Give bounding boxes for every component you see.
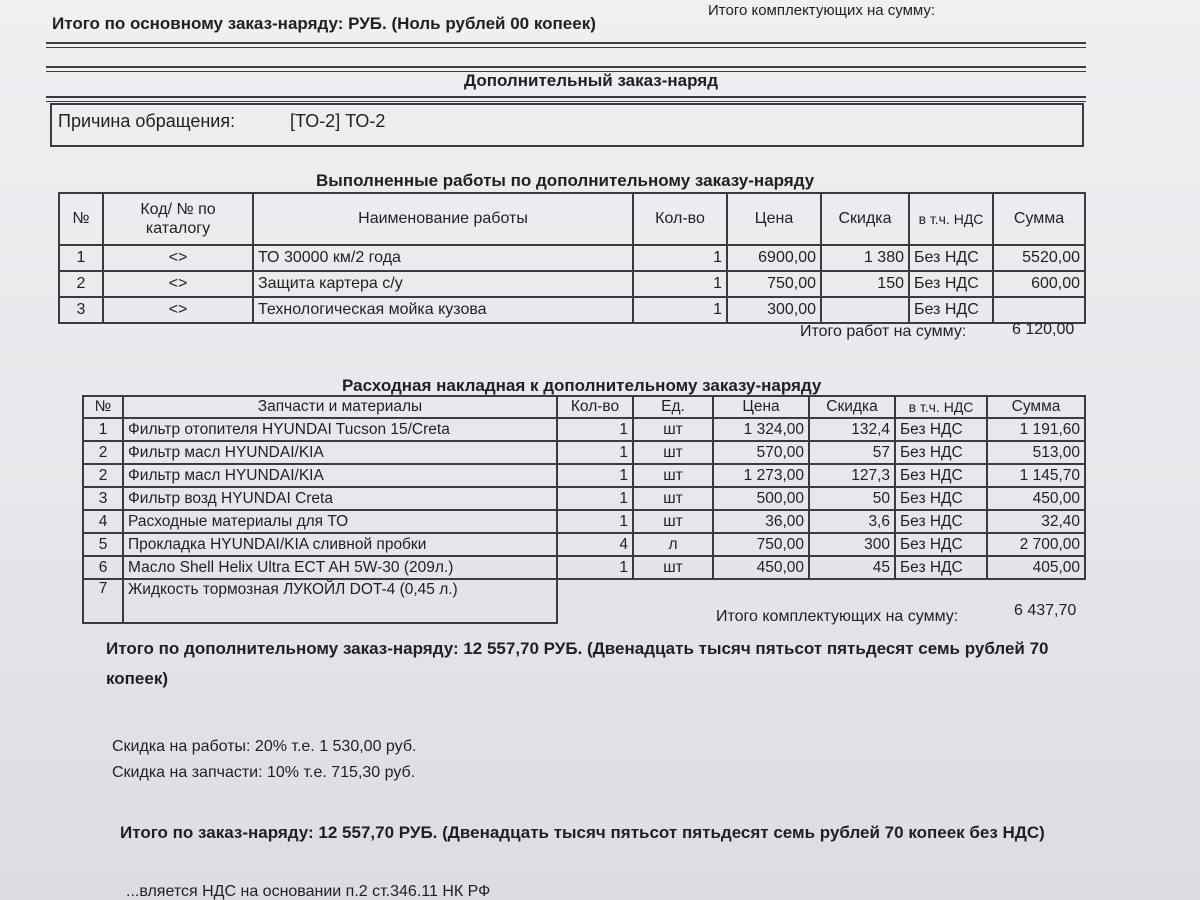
works-header-no: № <box>59 193 103 245</box>
parts-cell-discount: 3,6 <box>809 510 895 533</box>
parts-cell-name: Жидкость тормозная ЛУКОЙЛ DOT-4 (0,45 л.) <box>123 579 557 623</box>
works-cell-qty: 1 <box>633 271 727 297</box>
works-total-value: 6 120,00 <box>1012 321 1075 338</box>
reason-label: Причина обращения: <box>58 111 236 131</box>
parts-cell-qty: 1 <box>557 464 633 487</box>
works-cell-no: 2 <box>59 271 103 297</box>
parts-cell-qty: 1 <box>557 418 633 441</box>
parts-header-discount: Скидка <box>809 396 895 418</box>
divider <box>46 96 1086 98</box>
works-header-discount: Скидка <box>821 193 909 245</box>
works-cell-vat: Без НДС <box>909 271 993 297</box>
parts-header-price: Цена <box>713 396 809 418</box>
parts-cell-price: 1 273,00 <box>713 464 809 487</box>
divider <box>46 66 1086 68</box>
table-row <box>59 297 1085 323</box>
parts-total-value: 6 437,70 <box>1014 602 1077 619</box>
works-cell-price: 750,00 <box>727 271 821 297</box>
parts-cell-qty: 1 <box>557 441 633 464</box>
parts-total-label: Итого комплектующих на сумму: <box>716 608 959 625</box>
footer-note: ...вляется НДС на основании п.2 ст.346.11 НК РФ <box>126 883 491 900</box>
reason-value: [ТО-2] ТО-2 <box>290 111 386 131</box>
parts-header-sum: Сумма <box>987 396 1085 418</box>
parts-cell-qty: 1 <box>557 556 633 579</box>
parts-cell-vat: Без НДС <box>895 418 987 441</box>
parts-cell-qty: 1 <box>557 510 633 533</box>
parts-cell-sum: 1 145,70 <box>987 464 1085 487</box>
parts-cell-discount: 300 <box>809 533 895 556</box>
parts-cell-no: 2 <box>83 441 123 464</box>
works-header-qty: Кол-во <box>633 193 727 245</box>
additional-order-title: Дополнительный заказ-наряд <box>464 71 718 90</box>
parts-cell-discount: 132,4 <box>809 418 895 441</box>
parts-cell-vat: Без НДС <box>895 487 987 510</box>
parts-cell-vat: Без НДС <box>895 556 987 579</box>
parts-cell-vat: Без НДС <box>895 441 987 464</box>
parts-header-name: Запчасти и материалы <box>123 396 557 418</box>
parts-cell-no: 7 <box>83 579 123 623</box>
works-cell-vat: Без НДС <box>909 245 993 271</box>
table-row <box>59 271 1085 297</box>
works-cell-name: Технологическая мойка кузова <box>253 297 633 323</box>
parts-cell-unit: шт <box>633 510 713 533</box>
parts-cell-sum: 2 700,00 <box>987 533 1085 556</box>
works-header-sum: Сумма <box>993 193 1085 245</box>
works-table <box>58 192 1086 324</box>
divider <box>46 42 1086 44</box>
parts-cell-qty: 4 <box>557 533 633 556</box>
parts-cell-price: 750,00 <box>713 533 809 556</box>
works-cell-code: <> <box>103 271 253 297</box>
table-row <box>83 418 1085 441</box>
parts-total-label-top: Итого комплектующих на сумму: <box>708 2 936 19</box>
works-cell-qty: 1 <box>633 245 727 271</box>
parts-cell-unit: шт <box>633 418 713 441</box>
parts-cell-name: Расходные материалы для ТО <box>123 510 557 533</box>
parts-cell-no: 6 <box>83 556 123 579</box>
parts-cell-discount: 57 <box>809 441 895 464</box>
parts-cell-no: 3 <box>83 487 123 510</box>
parts-cell-discount: 127,3 <box>809 464 895 487</box>
table-row <box>83 464 1085 487</box>
works-header-price: Цена <box>727 193 821 245</box>
parts-cell-name: Фильтр масл HYUNDAI/KIA <box>123 441 557 464</box>
parts-cell-sum: 1 191,60 <box>987 418 1085 441</box>
works-cell-code: <> <box>103 297 253 323</box>
parts-cell-no: 5 <box>83 533 123 556</box>
discount-parts: Скидка на запчасти: 10% т.е. 715,30 руб. <box>112 764 416 781</box>
parts-cell-no: 4 <box>83 510 123 533</box>
order-total: Итого по заказ-наряду: 12 557,70 РУБ. (Двенадцать тысяч пятьсот пятьдесят семь рублей 70 копеек без НДС) <box>120 823 1045 842</box>
works-cell-name: ТО 30000 км/2 года <box>253 245 633 271</box>
table-row <box>59 245 1085 271</box>
parts-cell-sum: 32,40 <box>987 510 1085 533</box>
parts-cell-discount: 45 <box>809 556 895 579</box>
works-cell-price: 6900,00 <box>727 245 821 271</box>
parts-cell-vat: Без НДС <box>895 510 987 533</box>
works-cell-no: 3 <box>59 297 103 323</box>
parts-header-unit: Ед. <box>633 396 713 418</box>
works-cell-discount: 1 380 <box>821 245 909 271</box>
reason-box <box>50 103 1084 147</box>
parts-cell-sum: 513,00 <box>987 441 1085 464</box>
parts-header-vat: в т.ч. НДС <box>895 396 987 418</box>
parts-cell-sum: 405,00 <box>987 556 1085 579</box>
works-cell-sum: 5520,00 <box>993 245 1085 271</box>
parts-cell-vat: Без НДС <box>895 533 987 556</box>
works-cell-no: 1 <box>59 245 103 271</box>
parts-cell-price: 450,00 <box>713 556 809 579</box>
parts-cell-name: Фильтр масл HYUNDAI/KIA <box>123 464 557 487</box>
parts-cell-price: 570,00 <box>713 441 809 464</box>
parts-cell-price: 36,00 <box>713 510 809 533</box>
works-cell-price: 300,00 <box>727 297 821 323</box>
parts-cell-qty: 1 <box>557 487 633 510</box>
works-header-code: Код/ № по каталогу <box>103 193 253 245</box>
divider <box>46 101 1086 102</box>
parts-header-no: № <box>83 396 123 418</box>
discount-works: Скидка на работы: 20% т.е. 1 530,00 руб. <box>112 738 417 755</box>
works-cell-discount <box>821 297 909 323</box>
parts-cell-name: Фильтр отопителя HYUNDAI Tucson 15/Creta <box>123 418 557 441</box>
works-cell-name: Защита картера с/у <box>253 271 633 297</box>
parts-title: Расходная накладная к дополнительному заказу-наряду <box>342 376 822 395</box>
parts-cell-no: 2 <box>83 464 123 487</box>
works-title: Выполненные работы по дополнительному заказу-наряду <box>316 171 815 190</box>
additional-order-total: Итого по дополнительному заказ-наряду: 12 557,70 РУБ. (Двенадцать тысяч пятьсот пятьдесят семь рублей 70 копеек) <box>106 639 1049 688</box>
table-row <box>83 556 1085 579</box>
works-header-vat: в т.ч. НДС <box>909 193 993 245</box>
works-header-name: Наименование работы <box>253 193 633 245</box>
main-order-summary: Итого по основному заказ-наряду: РУБ. (Ноль рублей 00 копеек) <box>52 14 596 33</box>
parts-cell-unit: л <box>633 533 713 556</box>
parts-table <box>82 395 1086 624</box>
parts-cell-unit: шт <box>633 441 713 464</box>
parts-cell-vat: Без НДС <box>895 464 987 487</box>
parts-cell-unit: шт <box>633 464 713 487</box>
parts-cell-unit: шт <box>633 556 713 579</box>
parts-cell-price: 500,00 <box>713 487 809 510</box>
parts-cell-sum: 450,00 <box>987 487 1085 510</box>
table-row <box>83 441 1085 464</box>
works-cell-sum: 600,00 <box>993 271 1085 297</box>
works-cell-discount: 150 <box>821 271 909 297</box>
parts-cell-name: Прокладка HYUNDAI/KIA сливной пробки <box>123 533 557 556</box>
table-row <box>83 487 1085 510</box>
works-cell-code: <> <box>103 245 253 271</box>
parts-cell-price: 1 324,00 <box>713 418 809 441</box>
parts-header-qty: Кол-во <box>557 396 633 418</box>
parts-cell-name: Фильтр возд HYUNDAI Creta <box>123 487 557 510</box>
table-row <box>83 533 1085 556</box>
works-cell-sum <box>993 297 1085 323</box>
table-row <box>83 510 1085 533</box>
works-cell-vat: Без НДС <box>909 297 993 323</box>
divider <box>46 47 1086 48</box>
parts-cell-unit: шт <box>633 487 713 510</box>
parts-cell-no: 1 <box>83 418 123 441</box>
parts-cell-discount: 50 <box>809 487 895 510</box>
works-total-label: Итого работ на сумму: <box>800 323 967 340</box>
works-cell-qty: 1 <box>633 297 727 323</box>
parts-cell-name: Масло Shell Helix Ultra ECT AH 5W-30 (209л.) <box>123 556 557 579</box>
